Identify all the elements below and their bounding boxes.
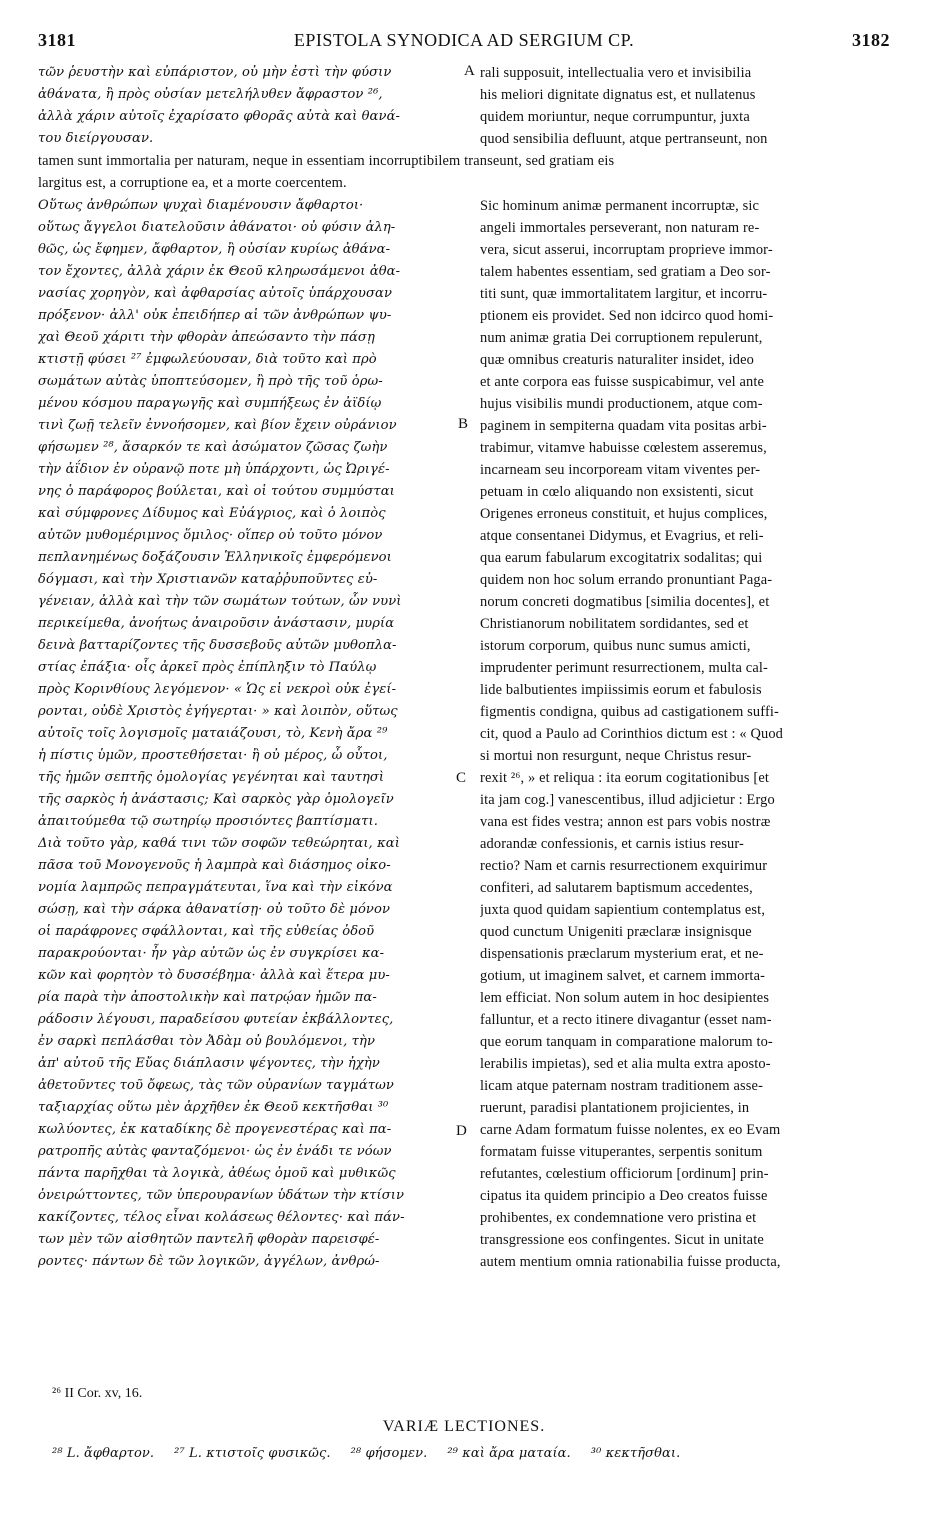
greek-line: πάντα παρῆχθαι τὰ λογικὰ, ἀθέως ὁμοῦ καὶ μυθικῶς [38,1166,396,1181]
greek-line: οἱ παράφρονες σφάλλονται, καὶ τῆς εὐθείας ὁδοῦ [38,924,375,939]
greek-line: ἀπ' αὐτοῦ τῆς Εὔας διάπλασιν ψέγοντες, τὴν ἠχὴν [38,1056,380,1071]
section-marker-d: D [456,1123,467,1139]
greek-line: δόγμασι, καὶ τὴν Χριστιανῶν καταῤῥυποῦντες εὐ- [38,572,378,587]
latin-line: largitus est, a corruptione ea, et a morte coercentem. [38,175,347,191]
latin-line: rali supposuit, intellectualia vero et invisibilia [480,65,752,81]
greek-line: φήσωμεν ²⁸, ἄσαρκόν τε καὶ ἀσώματον ζῶσας ζωὴν [38,440,388,455]
greek-line: πᾶσα τοῦ Μονογενοῦς ἡ λαμπρὰ καὶ διάσημος οἰκο- [38,858,391,873]
latin-line: carne Adam formatum fuisse nolentes, ex eo Evam [480,1122,781,1138]
latin-line: que eorum tanquam in comparatione malorum to- [480,1034,773,1050]
latin-line: quod sensibilia defluunt, atque pertranseunt, non [480,131,768,147]
latin-line: paginem in sempiterna quadam vita positas arbi- [480,418,767,434]
latin-line: lide balbutientes impiissimis eorum et fabulosis [480,682,762,698]
latin-line: transgressione eos confingentes. Sicut in unitate [480,1232,764,1248]
latin-line: vera, sicut asserui, incorruptam proprieve immor- [480,242,773,258]
latin-line: num animæ gratia Dei corruptionem repulerunt, [480,330,763,346]
latin-line: rectio? Nam et carnis resurrectionem exquirimur [480,858,768,874]
greek-line: κῶν καὶ φορητὸν τὸ δυσσέβημα· ἀλλὰ καὶ ἕτερα μυ- [38,968,390,983]
greek-line: αὐτοῖς τοῖς λογισμοῖς ματαιάζουσι, τὸ, Κενὴ ἄρα ²⁹ [38,726,388,741]
greek-line: γένειαν, ἀλλὰ καὶ τὴν τῶν σωμάτων τούτων, ὧν νυνὶ [38,594,402,609]
latin-line: atque consentanei Didymus, et Evagrius, et reli- [480,528,764,544]
latin-line: trabimur, vitamve habuisse cœlestem asseremus, [480,440,767,456]
latin-line: his meliori dignitate dignatus est, et nullatenus [480,87,756,103]
latin-line: formatam fuisse vituperantes, serpentis sonitum [480,1144,763,1160]
latin-line: norum concreti dogmatibus [similia docentes], et [480,594,770,610]
greek-line: Διὰ τοῦτο γὰρ, καθά τινι τῶν σοφῶν τεθεώρηται, καὶ [38,836,400,851]
greek-line: πρὸς Κορινθίους λεγόμενον· « Ὡς εἰ νεκροὶ οὐκ ἐγεί- [38,682,397,697]
greek-line: ροντες· πάντων δὲ τῶν λογικῶν, ἀγγέλων, ἀνθρώ- [38,1254,380,1269]
latin-spanning-lines [38,150,894,194]
latin-line: licam atque paternam nostram traditionem asse- [480,1078,764,1094]
greek-line: αὐτῶν μυθομέριμνος ὅμιλος· οἵπερ οὐ τοῦτο μόνον [38,528,383,543]
latin-line: Origenes erroneus constituit, et hujus complices, [480,506,768,522]
greek-line: σώσῃ, καὶ τὴν σάρκα ἀθανατίσῃ· οὐ τοῦτο δὲ μόνον [38,902,391,917]
latin-column-top [480,62,894,150]
greek-line: ρατροπῆς αὐτὰς φανταζόμενοι· ὡς ἐν ἑνάδι τε νόων [38,1144,392,1159]
greek-line: τῶν ῥευστὴν καὶ εὐπάριστον, οὐ μὴν ἐστὶ τὴν φύσιν [38,65,392,80]
greek-column-top [38,62,470,150]
variae-lectiones-title: VARIÆ LECTIONES. [382,1418,546,1435]
greek-line: στίας ἐπάξια· οἷς ἀρκεῖ πρὸς ἐπίπληξιν τὸ Παύλῳ [38,660,377,675]
section-marker-a: A [464,63,475,79]
variant-reading: ²⁷ L. κτιστοῖς φυσικῶς. [174,1446,331,1461]
greek-line: ἀλλὰ χάριν αὐτοῖς ἐχαρίσατο φθορᾶς αὐτὰ καὶ θανά- [38,109,401,124]
latin-line: Christianorum nobilitatem sordidantes, sed et [480,616,749,632]
greek-line: τον ἔχοντες, ἀλλὰ χάριν ἐκ Θεοῦ κληρωσάμενοι ἀθα- [38,264,401,279]
latin-line: autem mentium omnia rationabilia fuisse producta, [480,1254,781,1270]
greek-line: σωμάτων αὐτὰς ὑποπτεύσομεν, ἢ πρὸ τῆς τοῦ ὁρω- [38,374,383,389]
greek-column-main [38,195,470,1273]
variant-reading: ³⁰ κεκτῆσθαι. [590,1446,681,1461]
variae-lectiones [52,1446,888,1461]
latin-line: quæ omnibus creaturis naturaliter insidet, ideo [480,352,755,368]
running-header [38,30,890,54]
latin-line: confiteri, ad salutarem baptismum accedentes, [480,880,753,896]
section-marker-b: B [458,416,469,432]
greek-line: οὕτως ἄγγελοι διατελοῦσιν ἀθάνατοι· οὐ φύσιν ἀλη- [38,220,396,235]
latin-line: cipatus ita quidem principio a Deo creatos fuisse [480,1188,768,1204]
greek-line: κωλύοντες, ἐκ καταδίκης δὲ προγενεστέρας καὶ πα- [38,1122,392,1137]
left-page-number: 3181 [38,30,76,50]
variant-reading: ²⁹ καὶ ἄρα ματαία. [447,1446,571,1461]
greek-line: ράδοσιν λέγουσι, παραδείσου φυτείαν ἐκβάλλοντες, [38,1012,394,1027]
greek-line: κτιστῇ φύσει ²⁷ ἐμφωλεύουσαν, διὰ τοῦτο καὶ πρὸ [38,352,377,367]
greek-line: ἀπαιτούμεθα τῷ σωτηρίῳ προσιόντες βαπτίσματι. [38,814,378,829]
latin-line: hujus visibilis mundi productionem, atque com- [480,396,763,412]
right-page-number: 3182 [852,30,890,50]
latin-line: incarneam seu incorpoream vitam viventes per- [480,462,761,478]
greek-line: πεπλανημένως δοξάζουσιν Ἑλληνικοῖς ἐμφερόμενοι [38,550,392,565]
greek-line: παρακρούονται· ἦν γὰρ αὐτῶν ὡς ἐν συγκρίσει κα- [38,946,385,961]
greek-line: νης ὁ παράφορος βούλεται, καὶ οἱ τούτου συμμύσται [38,484,395,499]
latin-line: si mortui non resurgunt, neque Christus resur- [480,748,752,764]
latin-line: prohibentes, ex condemnatione vero pristina et [480,1210,757,1226]
footnote: ²⁶ II Cor. xv, 16. [52,1386,143,1401]
latin-line: titi sunt, quæ immortalitatem largitur, et incorru- [480,286,768,302]
greek-line: ρία παρὰ τὴν ἀποστολικὴν καὶ πατρῴαν ἡμῶν πα- [38,990,377,1005]
latin-line: tamen sunt immortalia per naturam, neque in essentiam incorruptibilem transeunt, sed gratiam eis [38,153,615,169]
greek-line: τινὶ ζωῇ τελεῖν ἐννοήσομεν, καὶ βίον ἔχειν οὐράνιον [38,418,397,433]
greek-line: τῆς σαρκὸς ἡ ἀνάστασις; Καὶ σαρκὸς γὰρ ὁμολογεῖν [38,792,394,807]
greek-line: νομία λαμπρῶς πεπραγμάτευται, ἵνα καὶ τὴν εἰκόνα [38,880,393,895]
latin-line: Sic hominum animæ permanent incorruptæ, sic [480,198,760,214]
latin-line: rexit ²⁶, » et reliqua : ita eorum cogitationibus [et [480,770,770,786]
latin-line: refutantes, cœlestium officiorum [ordinum] prin- [480,1166,769,1182]
latin-line: adorandæ confessionis, et carnis istius resur- [480,836,744,852]
latin-column-main [480,195,894,1273]
latin-line: gotium, ut imaginem salvet, et carnem immorta- [480,968,766,984]
greek-line: θῶς, ὡς ἔφημεν, ἄφθαρτον, ἢ οὐσίαν κυρίως ἀθάνα- [38,242,391,257]
greek-line: ἀθετοῦντες τοῦ ὄφεως, τὰς τῶν οὐρανίων ταγμάτων [38,1078,394,1093]
latin-line: juxta quod quidam sapientium contemplatus est, [480,902,766,918]
greek-line: ταξιαρχίας οὕτω μὲν ἀρχῆθεν ἐκ Θεοῦ κεκτῆσθαι ³⁰ [38,1100,389,1115]
latin-line: angeli immortales perseverant, non naturam re- [480,220,760,236]
latin-line: ruerunt, paradisi plantationem projicientes, in [480,1100,750,1116]
latin-line: cit, quod a Paulo ad Corinthios dictum est : « Quod [480,726,784,742]
greek-line: πρόξενον· ἀλλ' οὐκ ἐπειδήπερ αἱ τῶν ἀνθρώπων ψυ- [38,308,392,323]
variant-reading: ²⁸ L. ἄφθαρτον. [52,1446,155,1461]
latin-line: vana est fides vestra; annon est pars vobis nostræ [480,814,771,830]
latin-line: lerabilis impietas), sed et alia multa extra aposto- [480,1056,771,1072]
greek-line: καὶ σύμφρονες Δίδυμος καὶ Εὐάγριος, καὶ ὁ λοιπὸς [38,506,386,521]
latin-line: istorum corporum, quibus nunc sumus amicti, [480,638,751,654]
greek-line: ρονται, οὐδὲ Χριστὸς ἐγήγερται· » καὶ λοιπὸν, οὕτως [38,704,398,719]
greek-line: μένου κόσμου παραγωγῆς καὶ συμπήξεως ἐν ἀϊδίῳ [38,396,382,411]
section-marker-c: C [456,770,467,786]
running-title: EPISTOLA SYNODICA AD SERGIUM CP. [293,30,635,50]
latin-line: falluntur, et a recto itinere divagantur (esset nam- [480,1012,772,1028]
greek-line: των μὲν τῶν αἰσθητῶν παντελῆ φθορὰν παρεισφέ- [38,1232,380,1247]
latin-line: ita jam cog.] vanescentibus, illud adjicietur : Ergo [480,792,775,808]
latin-line: quod cunctum Unigeniti præclaræ insignisque [480,924,752,940]
greek-line: νασίας χορηγὸν, καὶ ἀφθαρσίας αὐτοῖς ὑπάρχουσαν [38,286,393,301]
latin-line: imprudenter perimunt resurrectionem, multa cal- [480,660,768,676]
greek-line: κακίζοντες, τέλος εἶναι κολάσεως θέλοντες· καὶ πάν- [38,1210,405,1225]
latin-line: dispensationis præclarum mysterium erat, et ne- [480,946,764,962]
greek-line: περικείμεθα, ἀνοήτως ἀναιροῦσιν ἀνάστασιν, μυρία [38,616,395,631]
greek-line: του διείργουσαν. [38,131,154,146]
latin-line: qua earum fabularum excogitatrix sodalitas; qui [480,550,763,566]
greek-line: Οὕτως ἀνθρώπων ψυχαὶ διαμένουσιν ἄφθαρτοι· [38,198,364,213]
greek-line: χαὶ Θεοῦ χάριτι τὴν φθορὰν ἀπεώσαντο τὴν πάσῃ [38,330,375,345]
latin-line: quidem non hoc solum errando pronuntiant Paga- [480,572,773,588]
greek-line: τὴν ἀΐδιον ἐν οὐρανῷ ποτε μὴ ὑπάρχοντι, ὡς Ὠριγέ- [38,462,390,477]
greek-line: ὀνειρώττοντες, τῶν ὑπερουρανίων ὑδάτων τὴν κτίσιν [38,1188,405,1203]
greek-line: τῆς ἡμῶν σεπτῆς ὁμολογίας γεγένηται καὶ ταυτησὶ [38,770,385,785]
greek-line: ἀθάνατα, ἢ πρὸς οὐσίαν μετελήλυθεν ἄφραστον ²⁶, [38,87,383,102]
latin-line: et ante corpora eas fuisse suspicabimur, vel ante [480,374,765,390]
latin-line: ptionem eis providet. Sed non idcirco quod homi- [480,308,774,324]
latin-line: petuam in cœlo aliquando non exsistenti, sicut [480,484,754,500]
greek-line: ἐν σαρκὶ πεπλάσθαι τὸν Ἀδὰμ οὐ βουλόμενοι, τὴν [38,1034,376,1049]
latin-line: quidem moriuntur, neque corrumpuntur, juxta [480,109,750,125]
greek-line: δεινὰ βατταρίζοντες τῆς δυσσεβοῦς αὐτῶν μυθοπλα- [38,638,397,653]
variant-reading: ²⁸ φήσομεν. [350,1446,428,1461]
latin-line: lem efficiat. Non solum autem in hoc desipientes [480,990,770,1006]
greek-line: ἡ πίστις ὑμῶν, προστεθήσεται· ἢ οὐ μέρος, ὦ οὗτοι, [38,748,388,763]
latin-line: talem habentes essentiam, sed gratiam a Deo sor- [480,264,771,280]
latin-line: figmentis condigna, quibus ad castigationem suffi- [480,704,779,720]
